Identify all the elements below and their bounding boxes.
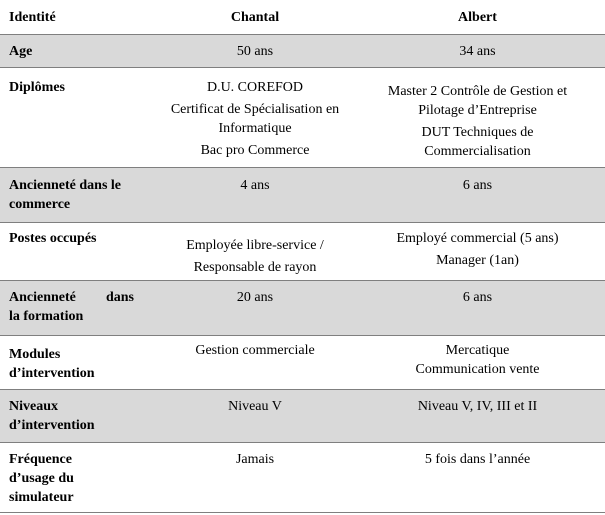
header-label: Identité <box>9 10 56 25</box>
table-row-anciennete-formation <box>0 281 605 336</box>
row-label-line: Ancienneté dans le <box>9 178 121 193</box>
cell-line: Informatique <box>218 121 292 136</box>
cell-line: DUT Techniques de <box>421 125 534 140</box>
cell-albert <box>355 288 600 307</box>
row-label <box>9 450 154 507</box>
cell-line: Certificat de Spécialisation en <box>170 102 340 117</box>
cell-line: 6 ans <box>462 178 493 193</box>
cell-line: Employée libre-service / <box>186 238 324 253</box>
row-label-line: d’intervention <box>9 366 95 381</box>
row-label <box>9 42 154 61</box>
cell-line: Jamais <box>235 452 275 467</box>
row-label-line: Fréquence <box>9 452 72 467</box>
row-label <box>9 345 154 383</box>
row-label-line: d’intervention <box>9 418 95 433</box>
cell-chantal <box>160 42 350 61</box>
cell-albert <box>355 82 600 161</box>
row-label-line: la formation <box>9 309 84 324</box>
row-label-word: dans <box>105 290 134 305</box>
cell-albert <box>355 397 600 416</box>
header-col-chantal: Chantal <box>230 10 280 25</box>
cell-line: 50 ans <box>236 44 274 59</box>
cell-chantal <box>160 397 350 416</box>
cell-line: Communication vente <box>415 362 540 377</box>
cell-chantal <box>160 78 350 160</box>
cell-line: Mercatique <box>445 343 510 358</box>
row-label <box>9 288 154 326</box>
cell-line: Gestion commerciale <box>195 343 315 358</box>
cell-line: Employé commercial (5 ans) <box>396 231 559 246</box>
cell-chantal <box>160 341 350 360</box>
cell-albert <box>355 450 600 469</box>
cell-albert <box>355 42 600 61</box>
cell-albert <box>355 176 600 195</box>
table-header-row <box>0 0 605 35</box>
row-label-line: simulateur <box>9 490 74 505</box>
cell-line: 34 ans <box>459 44 496 59</box>
cell-line: 6 ans <box>462 290 493 305</box>
row-label-line: Postes occupés <box>9 231 97 246</box>
table-row-diplomes <box>0 68 605 168</box>
table-row-modules <box>0 336 605 390</box>
header-col-albert: Albert <box>458 10 497 25</box>
row-label <box>9 397 154 435</box>
cell-line: Commercialisation <box>424 144 531 159</box>
cell-line: Niveau V, IV, III et II <box>417 399 538 414</box>
row-label <box>9 176 154 214</box>
row-label-line: Niveaux <box>9 399 58 414</box>
cell-line: 5 fois dans l’année <box>424 452 531 467</box>
table-row-postes <box>0 223 605 281</box>
row-label-line: d’usage du <box>9 471 74 486</box>
cell-line: Responsable de rayon <box>193 260 317 275</box>
cell-line: 20 ans <box>236 290 274 305</box>
row-label-line: Modules <box>9 347 61 362</box>
cell-line: 4 ans <box>240 178 270 193</box>
table-row-anciennete-commerce <box>0 168 605 223</box>
table-row-niveaux <box>0 390 605 443</box>
cell-line: Master 2 Contrôle de Gestion et <box>387 84 568 99</box>
cell-albert <box>355 341 600 379</box>
table-row-frequence <box>0 443 605 513</box>
row-label-line: Age <box>9 44 33 59</box>
cell-chantal <box>160 236 350 277</box>
cell-line: Niveau V <box>228 399 282 414</box>
row-label <box>9 229 154 248</box>
cell-chantal <box>160 288 350 307</box>
row-label-line: commerce <box>9 197 71 212</box>
cell-chantal <box>160 176 350 195</box>
row-label-line: Diplômes <box>9 80 65 95</box>
row-label-word: Ancienneté <box>9 290 76 305</box>
cell-albert <box>355 229 600 270</box>
table-row-age <box>0 35 605 68</box>
cell-line: D.U. COREFOD <box>206 80 304 95</box>
cell-line: Manager (1an) <box>436 253 519 268</box>
cell-chantal <box>160 450 350 469</box>
cell-line: Bac pro Commerce <box>200 143 310 158</box>
row-label <box>9 78 154 97</box>
row-label-line <box>9 288 134 307</box>
cell-line: Pilotage d’Entreprise <box>418 103 537 118</box>
